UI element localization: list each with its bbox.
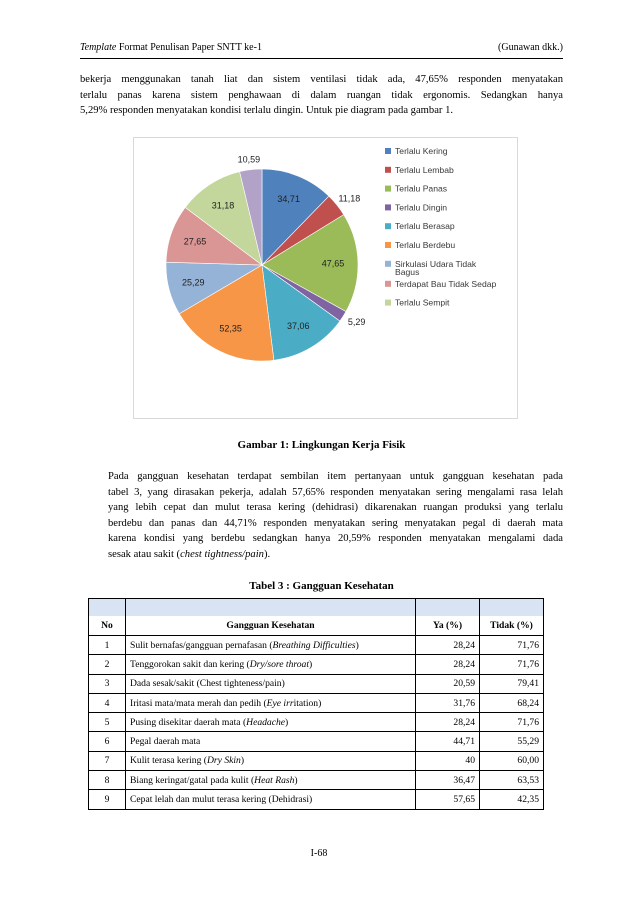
table-row	[89, 751, 544, 770]
cell-no: 7	[89, 751, 126, 770]
cell-no: 9	[89, 790, 126, 809]
table-title: Tabel 3 : Gangguan Kesehatan	[249, 580, 394, 592]
cell-gangguan-text: Biang keringat/gatal pada kulit (	[130, 774, 255, 786]
page-number: I-68	[310, 848, 328, 859]
cell-gangguan	[126, 636, 416, 655]
pie-data-label: 34,71	[277, 194, 300, 205]
paragraph-2-line: berdebu dan panas dan 44,71% responden menyatakan sering menyatakan pegal di daerah mata	[108, 517, 563, 529]
cell-gangguan	[126, 732, 416, 751]
cell-gangguan-text: Dada sesak/sakit (Chest tighteness/pain)	[130, 678, 285, 690]
cell-tidak: 60,00	[480, 751, 544, 770]
legend-label: Sirkulasi Udara Tidak	[395, 258, 477, 269]
cell-gangguan-italic: Dry Skin	[207, 755, 241, 767]
cell-gangguan	[126, 790, 416, 809]
cell-no: 2	[89, 655, 126, 674]
paragraph-1-line: 5,29% responden menyatakan kondisi terlalu dingin. Untuk pie diagram pada gambar 1.	[80, 105, 454, 116]
legend-swatch	[385, 242, 391, 248]
pie-data-label: 25,29	[181, 277, 205, 288]
pie-data-label: 27,65	[183, 236, 207, 247]
cell-ya: 40	[416, 751, 480, 770]
table-row	[89, 655, 544, 674]
page-header	[80, 42, 563, 56]
legend-label: Terlalu Berasap	[395, 221, 455, 232]
cell-ya: 20,59	[416, 674, 480, 693]
cell-gangguan-text: Cepat lelah dan mulut terasa kering (Dehidrasi)	[130, 794, 313, 806]
cell-ya: 28,24	[416, 655, 480, 674]
cell-no: 1	[89, 636, 126, 655]
cell-gangguan-italic: Breathing Difficulties	[272, 639, 356, 651]
legend-label: Terlalu Sempit	[395, 297, 450, 308]
legend-swatch	[385, 167, 391, 173]
cell-ya: 36,47	[416, 771, 480, 790]
table-row	[89, 771, 544, 790]
legend-label: Terlalu Panas	[395, 183, 448, 194]
figure-caption: Gambar 1: Lingkungan Kerja Fisik	[237, 439, 406, 451]
legend-swatch	[385, 186, 391, 192]
cell-tidak: 79,41	[480, 674, 544, 693]
pie-data-label: 52,35	[219, 323, 242, 334]
legend-swatch	[385, 281, 391, 287]
paragraph-2	[80, 469, 563, 562]
cell-gangguan-italic: Eye irr	[266, 697, 294, 709]
cell-gangguan-tail: itation)	[293, 697, 322, 709]
pie-data-label: 11,18	[338, 193, 361, 204]
cell-no: 5	[89, 713, 126, 732]
paragraph-2-line: karena kondisi yang berdebu sedangkan hanya 20,59% responden menyatakan mengalami dada	[108, 533, 563, 544]
legend-label: Terlalu Kering	[395, 146, 448, 156]
header-authors: (Gunawan dkk.)	[498, 42, 563, 53]
cell-tidak: 71,76	[480, 655, 544, 674]
legend-label: Terdapat Bau Tidak Sedap	[395, 278, 497, 289]
cell-ya: 57,65	[416, 790, 480, 809]
cell-tidak: 68,24	[480, 693, 544, 712]
cell-tidak: 71,76	[480, 713, 544, 732]
paragraph-1-line: bekerja menggunakan tanah liat dan sistem ventilasi tidak ada, 47,65% responden menyatakan	[80, 74, 563, 85]
cell-no: 4	[89, 693, 126, 712]
pie-data-label: 37,06	[286, 321, 310, 332]
col-header-no: No	[89, 616, 126, 636]
header-title-rest: Format Penulisan Paper SNTT ke-1	[116, 42, 262, 53]
table-header-band	[89, 599, 544, 617]
col-header-ya: Ya (%)	[416, 616, 480, 636]
pie-data-label: 5,29	[347, 316, 366, 327]
cell-gangguan-text: Sulit bernafas/gangguan pernafasan (	[130, 639, 273, 651]
cell-gangguan-text: Pegal daerah mata	[130, 736, 201, 748]
cell-gangguan-text: Tenggorokan sakit dan kering (	[130, 658, 250, 670]
paragraph-2-last-start: sesak atau sakit (	[108, 548, 181, 560]
paragraph-1-line: terlalu panas karena sistem penghawaan di dalam ruangan tidak ergonomis. Sedangkan hanya	[80, 89, 563, 101]
table-row	[89, 636, 544, 655]
paragraph-1	[80, 72, 563, 119]
table-header-row	[89, 616, 544, 636]
cell-gangguan-tail: )	[309, 658, 313, 670]
paragraph-2-last-italic: chest tightness/pain	[180, 548, 264, 560]
cell-tidak: 55,29	[480, 732, 544, 751]
cell-gangguan-tail: )	[355, 639, 359, 651]
table-row	[89, 674, 544, 693]
legend-swatch	[385, 261, 391, 267]
cell-gangguan-italic: Heat Rash	[254, 774, 295, 786]
legend-label: Terlalu Berdebu	[395, 240, 456, 250]
legend-swatch	[385, 223, 391, 229]
table-row	[89, 732, 544, 751]
cell-gangguan	[126, 771, 416, 790]
cell-gangguan-text: Kulit terasa kering (	[130, 755, 207, 767]
col-header-tidak: Tidak (%)	[480, 616, 544, 636]
pie-data-label: 47,65	[321, 258, 345, 269]
paragraph-2-line: tabel 3, yang dirasakan pekerja, adalah 57,65% responden menyatakan sering mengalami rasa lelah	[108, 486, 563, 498]
cell-gangguan-tail: )	[285, 716, 289, 728]
cell-ya: 44,71	[416, 732, 480, 751]
legend-label: Bagus	[395, 266, 420, 277]
cell-gangguan	[126, 713, 416, 732]
cell-gangguan-italic: Dry/sore throat	[249, 658, 309, 670]
table-row	[89, 713, 544, 732]
cell-gangguan-tail: )	[294, 774, 298, 786]
col-header-gangguan: Gangguan Kesehatan	[126, 616, 416, 636]
health-table	[88, 598, 544, 810]
pie-chart-figure	[133, 137, 518, 419]
pie-data-label: 10,59	[237, 154, 261, 165]
pie-data-label: 31,18	[211, 200, 235, 211]
paragraph-2-last-line	[80, 547, 563, 563]
cell-tidak: 42,35	[480, 790, 544, 809]
header-title	[80, 42, 262, 53]
cell-tidak: 71,76	[480, 636, 544, 655]
cell-gangguan	[126, 693, 416, 712]
paragraph-2-line: yang lebih cepat dan mulut terasa kering (dehidrasi) dikarenakan ruangan produksi yang terlalu	[108, 502, 563, 513]
cell-ya: 28,24	[416, 636, 480, 655]
table-row	[89, 790, 544, 809]
cell-ya: 28,24	[416, 713, 480, 732]
cell-gangguan-text: Pusing disekitar daerah mata (	[130, 716, 247, 728]
paragraph-2-line: Pada gangguan kesehatan terdapat sembilan item pertanyaan untuk gangguan kesehatan pada	[108, 471, 563, 482]
legend-swatch	[385, 204, 391, 210]
legend-swatch	[385, 300, 391, 306]
header-title-italic: Template	[80, 42, 117, 53]
cell-ya: 31,76	[416, 693, 480, 712]
legend-label: Terlalu Dingin	[395, 202, 448, 213]
cell-gangguan	[126, 674, 416, 693]
pie-chart	[134, 138, 517, 418]
paragraph-2-last-end: ).	[263, 548, 271, 560]
legend-label: Terlalu Lembab	[395, 164, 454, 175]
legend-swatch	[385, 148, 391, 154]
cell-gangguan-tail: )	[240, 755, 245, 767]
cell-tidak: 63,53	[480, 771, 544, 790]
cell-gangguan	[126, 655, 416, 674]
cell-gangguan	[126, 751, 416, 770]
table-row	[89, 693, 544, 712]
cell-no: 6	[89, 732, 126, 751]
cell-gangguan-text: Iritasi mata/mata merah dan pedih (	[130, 697, 267, 709]
cell-gangguan-italic: Headache	[246, 716, 286, 728]
cell-no: 3	[89, 674, 126, 693]
header-rule	[80, 58, 563, 59]
cell-no: 8	[89, 771, 126, 790]
